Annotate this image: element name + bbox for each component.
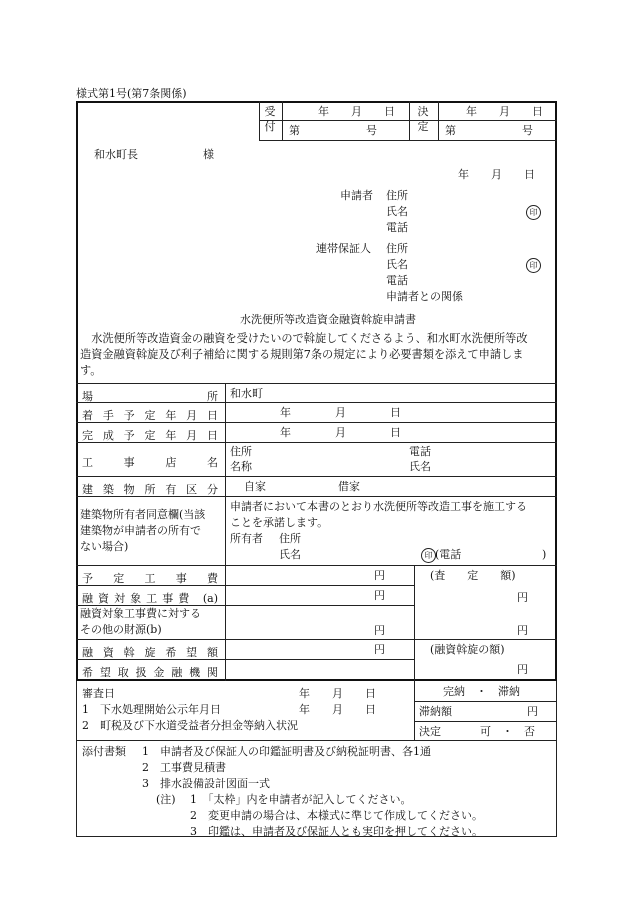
planned-cost-label: 予定工事費 [82,572,218,585]
ownership-label: 建築物所有区分 [82,483,218,496]
consent-label-2: 建築物が申請者の所有で [80,524,201,537]
start-date-label: 着手予定年月日 [82,409,218,422]
applicant-seal-icon: 印 [526,205,541,220]
contractor-phone[interactable]: 電話 [409,445,431,458]
applicant-name[interactable]: 氏名 [386,205,408,218]
consent-owner-phone[interactable]: (電話 [435,548,462,561]
mediated-amount-yen[interactable]: 円 [517,663,528,676]
consent-text-2: ことを承諾します。 [230,516,329,529]
contractor-name[interactable]: 名称 [230,460,252,473]
applicant-phone[interactable]: 電話 [386,221,408,234]
review-item-1-date[interactable]: 年 月 日 [299,703,376,716]
addressee-honorific: 様 [203,148,214,161]
decision-result-label: 決定 [419,725,441,738]
ownership-rent[interactable]: 借家 [338,480,360,493]
arrears-label: 滞納額 [419,705,452,718]
planned-cost-yen[interactable]: 円 [374,569,385,582]
end-date-value[interactable]: 年 月 日 [280,426,401,439]
desired-amount-yen[interactable]: 円 [374,643,385,656]
other-funds-label-1: 融資対象工事費に対する [80,607,201,620]
desired-amount-label: 融資斡旋希望額 [82,646,218,659]
decision-date[interactable]: 年 月 日 [466,105,543,118]
consent-label-3: ない場合) [80,540,129,553]
mediated-amount-label: (融資斡旋の額) [430,643,505,656]
contractor-label: 工事店名 [82,456,218,469]
applicant-label: 申請者 [340,189,373,202]
guarantor-relation[interactable]: 申請者との関係 [386,290,463,303]
eligible-cost-label: 融資対象工事費 (a) [82,592,218,605]
addressee-name: 和水町長 [94,148,138,161]
decision-number[interactable]: 第 号 [445,124,533,137]
attachments-label: 添付書類 [82,745,126,758]
submit-date[interactable]: 年 月 日 [458,168,535,181]
payment-status[interactable]: 完納 ・ 滞納 [443,685,520,698]
contractor-person[interactable]: 氏名 [409,460,431,473]
consent-owner-name[interactable]: 氏名 [279,548,301,561]
guarantor-phone[interactable]: 電話 [386,274,408,287]
attachment-item-2: 2 工事費見積書 [142,761,226,774]
form-number: 様式第1号(第7条関係) [76,87,187,100]
arrears-yen[interactable]: 円 [527,705,538,718]
review-date-label: 審査日 [82,687,115,700]
receipt-label: 受 付 [264,105,276,133]
receipt-date[interactable]: 年 月 日 [318,105,395,118]
other-funds-yen[interactable]: 円 [374,624,385,637]
ownership-own[interactable]: 自家 [244,480,266,493]
guarantor-address[interactable]: 住所 [386,242,408,255]
decision-result-options[interactable]: 可 ・ 否 [480,725,535,738]
decision-label: 決 定 [417,105,429,133]
notes-label: (注) [156,793,176,806]
consent-seal-icon: 印 [421,548,436,563]
note-3: 3 印鑑は、申請者及び保証人とも実印を押してください。 [190,825,483,838]
consent-owner-address[interactable]: 住所 [279,532,301,545]
note-1: 1 「太枠」内を申請者が記入してください。 [190,793,412,806]
guarantor-label: 連帯保証人 [316,242,371,255]
other-funds-label-2: その他の財源(b) [80,623,162,636]
start-date-value[interactable]: 年 月 日 [280,406,401,419]
review-amount-label: (査 定 額) [430,569,516,582]
review-item-2: 2 町税及び下水道受益者分担金等納入状況 [82,719,298,732]
applicant-address[interactable]: 住所 [386,189,408,202]
guarantor-seal-icon: 印 [526,258,541,273]
bank-label: 希望取扱金融機関 [82,666,218,679]
intro-line-1: 水洗便所等改造資金の融資を受けたいので斡旋してくださるよう、和水町水洗便所等改 [80,332,528,345]
eligible-cost-yen[interactable]: 円 [374,589,385,602]
intro-line-2: 造資金融資斡旋及び利子補給に関する規則第7条の規定により必要書類を添えて申請しま [80,348,524,361]
review-date[interactable]: 年 月 日 [299,687,376,700]
location-label: 場所 [82,390,218,403]
consent-owner-label: 所有者 [230,532,263,545]
consent-label-1: 建築物所有者同意欄(当該 [80,508,206,521]
review-item-1: 1 下水処理開始公示年月日 [82,703,221,716]
note-2: 2 変更申請の場合は、本様式に準じて作成してください。 [190,809,483,822]
document-title: 水洗便所等改造資金融資斡旋申請書 [240,313,416,326]
attachment-item-1: 1 申請者及び保証人の印鑑証明書及び納税証明書、各1通 [142,745,431,758]
attachment-item-3: 3 排水設備設計図面一式 [142,777,270,790]
location-value[interactable]: 和水町 [230,387,263,400]
review-amount-yen-2[interactable]: 円 [517,624,528,637]
receipt-number[interactable]: 第 号 [289,124,377,137]
intro-line-3: す。 [80,364,102,377]
consent-text-1: 申請者において本書のとおり水洗便所等改造工事を施工する [230,500,527,513]
consent-phone-close: ) [542,548,547,561]
end-date-label: 完成予定年月日 [82,429,218,442]
review-amount-yen[interactable]: 円 [517,591,528,604]
contractor-address[interactable]: 住所 [230,445,252,458]
guarantor-name[interactable]: 氏名 [386,258,408,271]
